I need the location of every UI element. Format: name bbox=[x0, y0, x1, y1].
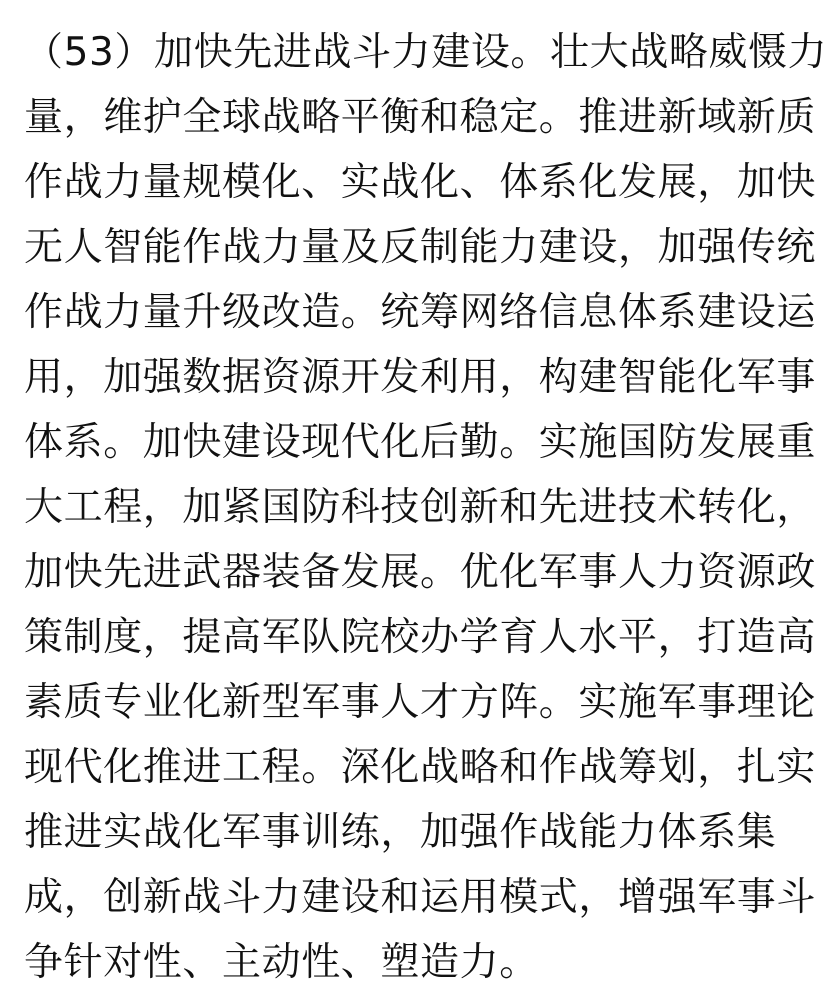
text-line: 作战力量升级改造。统筹网络信息体系建设运 bbox=[24, 290, 817, 335]
text-line: 体系。加快建设现代化后勤。实施国防发展重 bbox=[24, 420, 817, 465]
text-line: 无人智能作战力量及反制能力建设，加强传统 bbox=[24, 225, 817, 270]
text-line: 大工程，加紧国防科技创新和先进技术转化， bbox=[24, 485, 817, 530]
text-line: 作战力量规模化、实战化、体系化发展，加快 bbox=[24, 160, 817, 205]
text-line: 素质专业化新型军事人才方阵。实施军事理论 bbox=[24, 680, 817, 725]
text-line: 成，创新战斗力建设和运用模式，增强军事斗 bbox=[24, 875, 817, 920]
text-line: 推进实战化军事训练，加强作战能力体系集 bbox=[24, 810, 777, 855]
text-line: 争针对性、主动性、塑造力。 bbox=[24, 940, 539, 985]
document-paragraph bbox=[24, 20, 828, 995]
text-line: 现代化推进工程。深化战略和作战筹划，扎实 bbox=[24, 745, 817, 790]
text-line: 量，维护全球战略平衡和稳定。推进新域新质 bbox=[24, 95, 817, 140]
text-line: 策制度，提高军队院校办学育人水平，打造高 bbox=[24, 615, 817, 660]
text-line: （53）加快先进战斗力建设。壮大战略威慑力 bbox=[24, 30, 828, 75]
text-line: 加快先进武器装备发展。优化军事人力资源政 bbox=[24, 550, 817, 595]
text-line: 用，加强数据资源开发利用，构建智能化军事 bbox=[24, 355, 817, 400]
